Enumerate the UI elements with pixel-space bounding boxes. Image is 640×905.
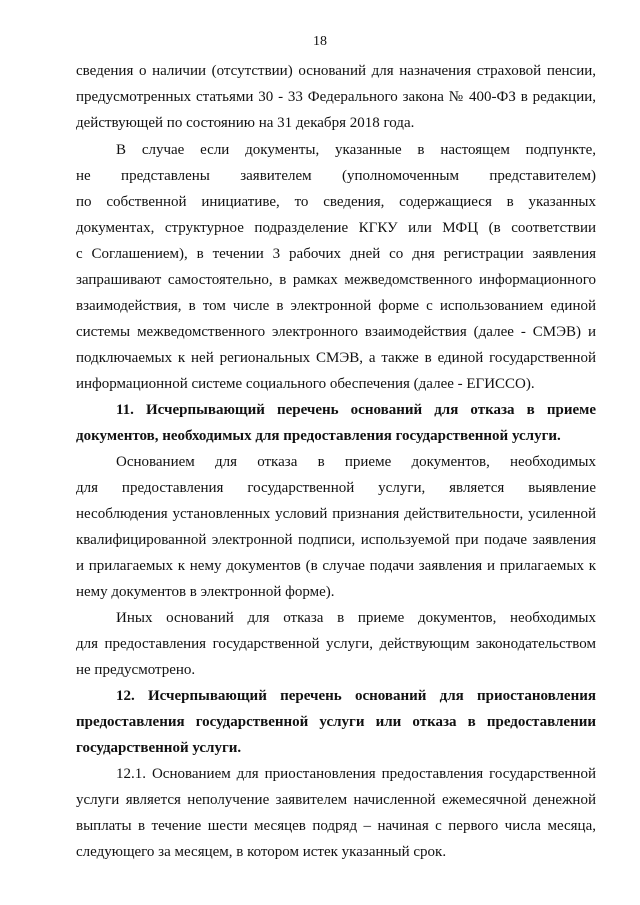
text-line: несоблюдения установленных условий признания действительности, усиленной (76, 506, 596, 522)
text-line: для предоставления государственной услуги, действующим законодательством (76, 636, 596, 652)
text-line: системы межведомственного электронного взаимодействия (далее - СМЭВ) и (76, 324, 596, 340)
text-line: информационной системе социального обеспечения (далее - ЕГИССО). (76, 376, 535, 392)
text-line: Иных оснований для отказа в приеме документов, необходимых (116, 610, 596, 626)
text-line: следующего за месяцем, в котором истек указанный срок. (76, 844, 447, 860)
text-line: предусмотренных статьями 30 - 33 Федерального закона № 400-ФЗ в редакции, (76, 89, 596, 105)
section-heading-12: 12. Исчерпывающий перечень оснований для приостановления (116, 688, 596, 704)
text-line: 12.1. Основанием для приостановления предоставления государственной (116, 766, 596, 782)
text-line: не представлены заявителем (уполномоченным представителем) (76, 168, 596, 184)
section-heading-12-end: государственной услуги. (76, 740, 242, 756)
text-line: не предусмотрено. (76, 662, 196, 678)
text-line: квалифицированной электронной подписи, используемой при подаче заявления (76, 532, 596, 548)
section-heading-11: 11. Исчерпывающий перечень оснований для отказа в приеме (116, 402, 596, 418)
text-line: для предоставления государственной услуги, является выявление (76, 480, 596, 496)
text-line: подключаемых к ней региональных СМЭВ, а также в единой государственной (76, 350, 596, 366)
page-number: 18 (313, 34, 327, 49)
section-heading-12-cont: предоставления государственной услуги или отказа в предоставлении (76, 714, 596, 730)
text-line: по собственной инициативе, то сведения, содержащиеся в указанных (76, 194, 596, 210)
text-line: с Соглашением), в течении 3 рабочих дней со дня регистрации заявления (76, 246, 596, 262)
text-line: В случае если документы, указанные в настоящем подпункте, (116, 142, 596, 158)
text-line: сведения о наличии (отсутствии) оснований для назначения страховой пенсии, (76, 63, 596, 79)
text-line: запрашивают самостоятельно, в рамках межведомственного информационного (76, 272, 596, 288)
text-line: документах, структурное подразделение КГКУ или МФЦ (в соответствии (76, 220, 596, 236)
text-line: действующей по состоянию на 31 декабря 2018 года. (76, 115, 415, 131)
text-line: услуги является неполучение заявителем начисленной ежемесячной денежной (76, 792, 596, 808)
section-heading-11-cont: документов, необходимых для предоставления государственной услуги. (76, 428, 561, 444)
text-line: выплаты в течение шести месяцев подряд – начиная с первого числа месяца, (76, 818, 596, 834)
text-line: и прилагаемых к нему документов (в случае подачи заявления и прилагаемых к (76, 558, 596, 574)
text-line: Основанием для отказа в приеме документов, необходимых (116, 454, 596, 470)
text-line: взаимодействия, в том числе в электронной форме с использованием единой (76, 298, 596, 314)
text-line: нему документов в электронной форме). (76, 584, 335, 600)
